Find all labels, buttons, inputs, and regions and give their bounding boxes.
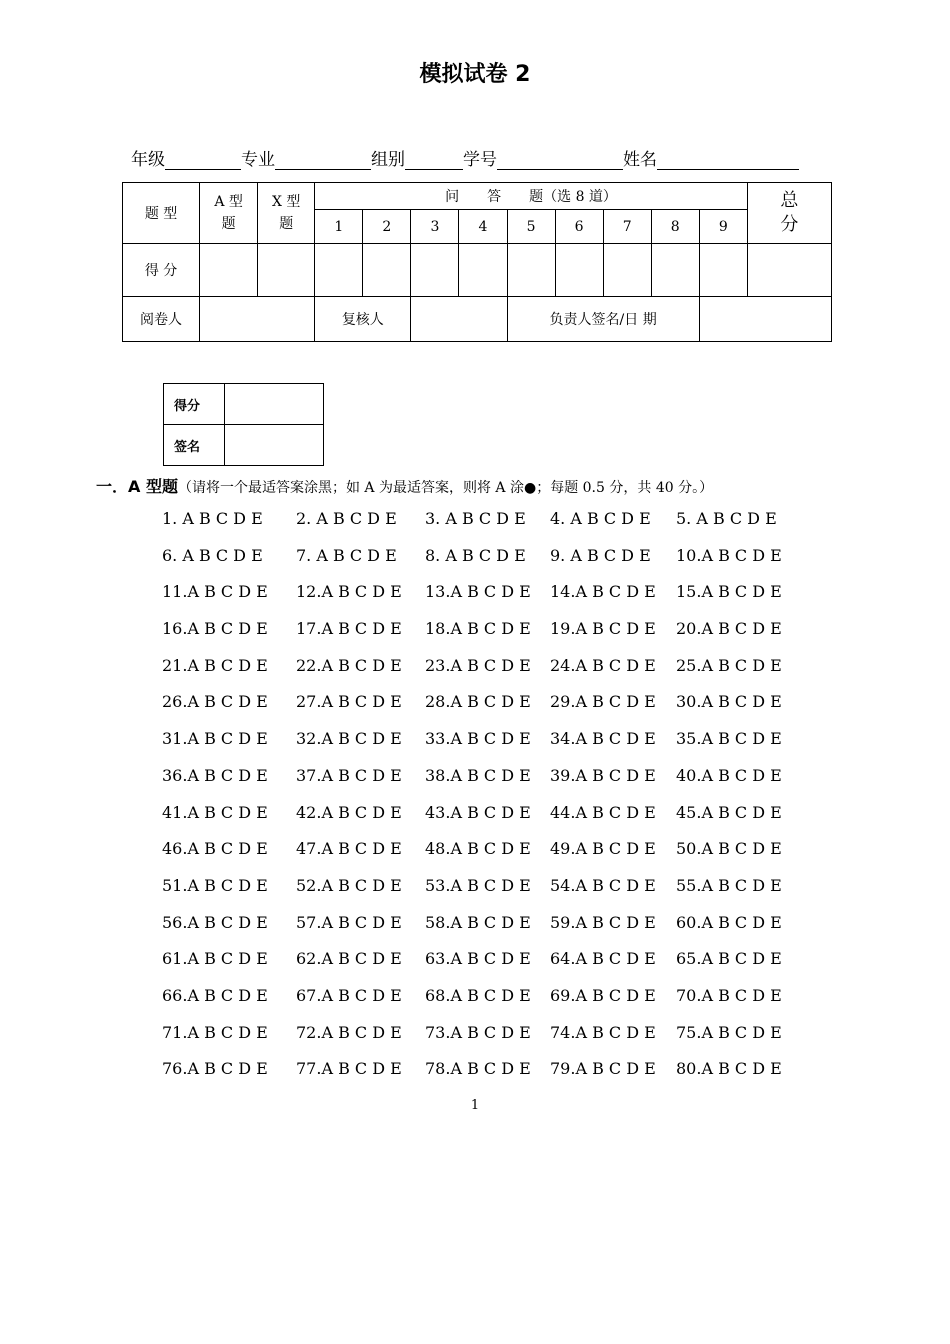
page-number: 1	[470, 1098, 480, 1113]
answer-item[interactable]: 12.A B C D E	[296, 582, 402, 602]
qa-number: 2	[363, 210, 411, 244]
answer-item[interactable]: 25.A B C D E	[676, 655, 782, 675]
reviewer-label: 复核人	[315, 297, 411, 342]
answer-item[interactable]: 60.A B C D E	[676, 912, 782, 932]
answer-item[interactable]: 68.A B C D E	[425, 985, 531, 1005]
score-row-label: 得 分	[123, 244, 200, 297]
answer-item[interactable]: 51.A B C D E	[162, 875, 268, 895]
score-cell[interactable]	[603, 244, 651, 297]
supervisor-field[interactable]	[699, 297, 831, 342]
answer-item[interactable]: 72.A B C D E	[296, 1022, 402, 1042]
answer-item[interactable]: 26.A B C D E	[162, 692, 268, 712]
qa-number: 1	[315, 210, 363, 244]
answer-item[interactable]: 48.A B C D E	[425, 839, 531, 859]
answer-item[interactable]: 37.A B C D E	[296, 765, 402, 785]
answer-item[interactable]: 49.A B C D E	[550, 839, 656, 859]
answer-item[interactable]: 59.A B C D E	[550, 912, 656, 932]
answer-item[interactable]: 17.A B C D E	[296, 619, 402, 639]
reviewer-field[interactable]	[411, 297, 507, 342]
answer-item[interactable]: 8. A B C D E	[425, 545, 526, 565]
section-a-title: 一．A 型题	[96, 477, 178, 496]
answer-item[interactable]: 30.A B C D E	[676, 692, 782, 712]
answer-item[interactable]: 18.A B C D E	[425, 619, 531, 639]
answer-item[interactable]: 23.A B C D E	[425, 655, 531, 675]
qa-number: 9	[699, 210, 747, 244]
score-cell[interactable]	[459, 244, 507, 297]
student-info-line	[131, 145, 799, 170]
total-score-cell[interactable]	[747, 244, 831, 297]
major-label: 专业	[241, 150, 275, 170]
answer-item[interactable]: 76.A B C D E	[162, 1059, 268, 1079]
answer-item[interactable]: 5. A B C D E	[676, 509, 777, 528]
answer-item[interactable]: 75.A B C D E	[676, 1022, 782, 1042]
answer-item[interactable]: 9. A B C D E	[550, 545, 651, 565]
grader-field[interactable]	[200, 297, 315, 342]
answer-item[interactable]: 24.A B C D E	[550, 655, 656, 675]
answer-item[interactable]: 19.A B C D E	[550, 619, 656, 639]
answer-item[interactable]: 43.A B C D E	[425, 802, 531, 822]
section-score-label: 得分	[164, 384, 225, 425]
answer-item[interactable]: 6. A B C D E	[162, 545, 263, 565]
answer-item[interactable]: 63.A B C D E	[425, 949, 531, 969]
answer-item[interactable]: 44.A B C D E	[550, 802, 656, 822]
score-cell[interactable]	[363, 244, 411, 297]
score-cell[interactable]	[507, 244, 555, 297]
group-field[interactable]	[405, 149, 463, 170]
group-label: 组别	[371, 150, 405, 170]
answer-item[interactable]: 11.A B C D E	[162, 582, 268, 602]
answer-item[interactable]: 20.A B C D E	[676, 619, 782, 639]
answer-item[interactable]: 55.A B C D E	[676, 875, 782, 895]
answer-item[interactable]: 27.A B C D E	[296, 692, 402, 712]
answer-item[interactable]: 50.A B C D E	[676, 839, 782, 859]
answer-item[interactable]: 56.A B C D E	[162, 912, 268, 932]
answer-item[interactable]: 28.A B C D E	[425, 692, 531, 712]
answer-item[interactable]: 32.A B C D E	[296, 729, 402, 749]
answer-item[interactable]: 47.A B C D E	[296, 839, 402, 859]
score-cell[interactable]	[651, 244, 699, 297]
section-a-instruction: （请将一个最适答案涂黑；如 A 为最适答案，则将 A 涂●；每题 0.5 分，共 40 分。）	[177, 480, 714, 496]
answer-item[interactable]: 22.A B C D E	[296, 655, 402, 675]
answer-item[interactable]: 35.A B C D E	[676, 729, 782, 749]
section-a-heading	[96, 474, 713, 497]
score-cell[interactable]	[699, 244, 747, 297]
answer-item[interactable]: 45.A B C D E	[676, 802, 782, 822]
score-cell[interactable]	[200, 244, 258, 297]
supervisor-label: 负责人签名/日 期	[507, 297, 699, 342]
answer-item[interactable]: 42.A B C D E	[296, 802, 402, 822]
answer-item[interactable]: 58.A B C D E	[425, 912, 531, 932]
grade-label: 年级	[131, 150, 165, 170]
answer-item[interactable]: 39.A B C D E	[550, 765, 656, 785]
name-label: 姓名	[623, 150, 657, 170]
answer-item[interactable]: 7. A B C D E	[296, 545, 397, 565]
x-type-header: X 型题	[258, 183, 315, 244]
type-label-cell: 题 型	[123, 183, 200, 244]
answer-item[interactable]: 31.A B C D E	[162, 729, 268, 749]
qa-number: 8	[651, 210, 699, 244]
score-cell[interactable]	[258, 244, 315, 297]
answer-item[interactable]: 77.A B C D E	[296, 1059, 402, 1079]
answer-item[interactable]: 66.A B C D E	[162, 985, 268, 1005]
page-title: 模拟试卷 2	[419, 62, 531, 87]
answer-item[interactable]: 69.A B C D E	[550, 985, 656, 1005]
section-score-box	[163, 383, 324, 466]
answer-item[interactable]: 40.A B C D E	[676, 765, 782, 785]
answer-item[interactable]: 41.A B C D E	[162, 802, 268, 822]
answer-item[interactable]: 38.A B C D E	[425, 765, 531, 785]
answer-item[interactable]: 29.A B C D E	[550, 692, 656, 712]
answer-item[interactable]: 71.A B C D E	[162, 1022, 268, 1042]
answer-item[interactable]: 64.A B C D E	[550, 949, 656, 969]
answer-item[interactable]: 46.A B C D E	[162, 839, 268, 859]
answer-item[interactable]: 34.A B C D E	[550, 729, 656, 749]
a-type-header: A 型题	[200, 183, 258, 244]
student-id-label: 学号	[463, 150, 497, 170]
answer-item[interactable]: 4. A B C D E	[550, 509, 651, 528]
answer-item[interactable]: 1. A B C D E	[162, 509, 263, 528]
answer-item[interactable]: 3. A B C D E	[425, 509, 526, 528]
score-cell[interactable]	[315, 244, 363, 297]
answer-item[interactable]: 33.A B C D E	[425, 729, 531, 749]
grade-field[interactable]	[165, 149, 241, 170]
qa-number: 5	[507, 210, 555, 244]
qa-number: 3	[411, 210, 459, 244]
answer-item[interactable]: 15.A B C D E	[676, 582, 782, 602]
answer-item[interactable]: 79.A B C D E	[550, 1059, 656, 1079]
qa-number: 7	[603, 210, 651, 244]
answer-item[interactable]: 67.A B C D E	[296, 985, 402, 1005]
answer-item[interactable]: 61.A B C D E	[162, 949, 268, 969]
answer-item[interactable]: 13.A B C D E	[425, 582, 531, 602]
score-summary-table	[122, 182, 832, 342]
answer-item[interactable]: 52.A B C D E	[296, 875, 402, 895]
section-score-field[interactable]	[225, 384, 324, 425]
answer-item[interactable]: 80.A B C D E	[676, 1059, 782, 1079]
section-signature-field[interactable]	[225, 425, 324, 466]
answer-item[interactable]: 78.A B C D E	[425, 1059, 531, 1079]
answer-item[interactable]: 62.A B C D E	[296, 949, 402, 969]
qa-number: 4	[459, 210, 507, 244]
answer-item[interactable]: 57.A B C D E	[296, 912, 402, 932]
grader-label: 阅卷人	[123, 297, 200, 342]
answer-item[interactable]: 53.A B C D E	[425, 875, 531, 895]
answer-item[interactable]: 73.A B C D E	[425, 1022, 531, 1042]
answer-item[interactable]: 54.A B C D E	[550, 875, 656, 895]
answer-item[interactable]: 2. A B C D E	[296, 509, 397, 528]
student-id-field[interactable]	[497, 149, 623, 170]
answer-item[interactable]: 74.A B C D E	[550, 1022, 656, 1042]
total-header: 总分	[747, 183, 831, 244]
answer-item[interactable]: 70.A B C D E	[676, 985, 782, 1005]
major-field[interactable]	[275, 149, 371, 170]
answer-item[interactable]: 65.A B C D E	[676, 949, 782, 969]
qa-number: 6	[555, 210, 603, 244]
score-cell[interactable]	[411, 244, 459, 297]
name-field[interactable]	[657, 149, 799, 170]
answer-item[interactable]: 36.A B C D E	[162, 765, 268, 785]
answer-item[interactable]: 10.A B C D E	[676, 545, 782, 565]
score-cell[interactable]	[555, 244, 603, 297]
section-signature-label: 签名	[164, 425, 225, 466]
answer-item[interactable]: 14.A B C D E	[550, 582, 656, 602]
answer-item[interactable]: 16.A B C D E	[162, 619, 268, 639]
answer-item[interactable]: 21.A B C D E	[162, 655, 268, 675]
qa-header: 问 答 题（选 8 道）	[315, 183, 748, 210]
